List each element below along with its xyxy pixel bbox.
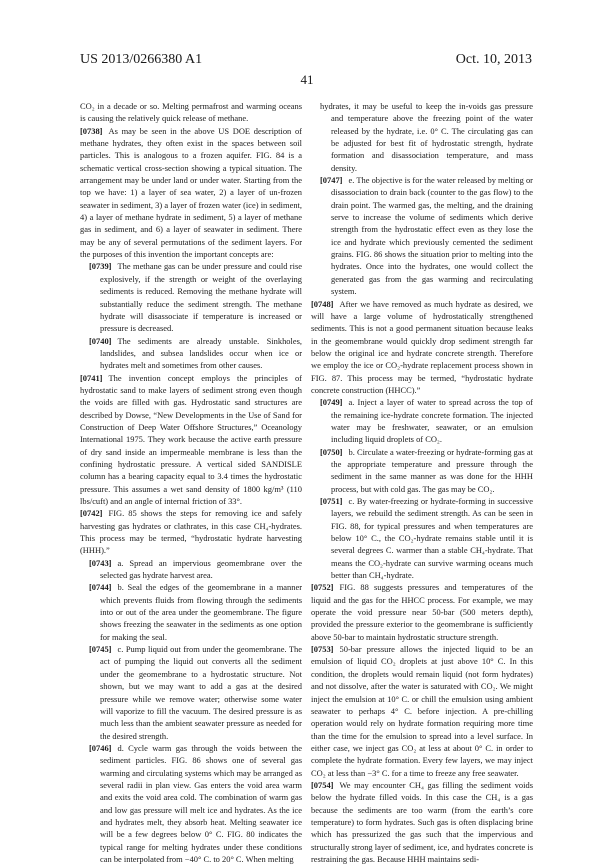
paragraph-text: e. The objective is for the water released by melting or disassociation to drain back (counter to the gas flow) to the drain point. The warmed gas, the melting, and the draining serve to increase the volume of sediments which derive strength from the hydrostatic effect even as they lose the ice and hydrate which previously cemented the sediment grains. FIG. 86 shows the situation prior to melting into the hydrates. Once into the hydrates, one would collect the generated gas from the gas warming and recirculating system.: [331, 175, 533, 297]
paragraph-number: [0747]: [320, 175, 343, 186]
paragraph-text: a. Spread an impervious geomembrane over the selected gas hydrate harvest area.: [100, 557, 302, 581]
paragraph: [311, 100, 533, 174]
publication-date: Oct. 10, 2013: [455, 52, 532, 67]
paragraph: [80, 125, 302, 261]
paragraph-number: [0749]: [320, 397, 343, 408]
paragraph: [311, 174, 533, 297]
paragraph: [311, 495, 533, 581]
paragraph: [80, 557, 302, 582]
paragraph-text: The sediments are already unstable. Sinkholes, landslides, and subsea landslides occur when ice or hydrates melt and sometimes from other causes.: [100, 335, 302, 371]
paragraph-text: CO₂ in a decade or so. Melting permafrost and warming oceans is causing the relatively quick release of methane.: [80, 101, 302, 124]
paragraph: [80, 742, 302, 865]
paragraph-number: [0748]: [311, 298, 334, 309]
paragraph-number: [0739]: [89, 261, 112, 272]
paragraph: [80, 643, 302, 742]
paragraph-text: hydrates, it may be useful to keep the in-voids gas pressure and temperature above the freezing point of the water released by the hydrate, i.e. 0° C. The circulating gas can be adjusted for best fit of hydrostatic strength, hydrate formation and disassociation temperature, and mass density.: [320, 101, 533, 173]
paragraph-text: 50-bar pressure allows the injected liquid to be an emulsion of liquid CO₂ droplets at just above 10° C. In this condition, the droplets would remain liquid (not form hydrates) and not dissolve, after the water is saturated with CO₂. We might inject the emulsion at 10° C. or chill the emulsion using ambient seawater to perhaps 4° C. before injection. A pre-chilling operation would rely on hydrate formation requiring more time than the time for the emulsion to spread into a level surface. In either case, we inject gas CO₂ at less at about 0° C. in order to complete the hydrate formation. Every few layers, we may inject CO₂ at less than −3° C. for a time to freeze any free seawater.: [311, 644, 533, 778]
paragraph: [80, 372, 302, 508]
paragraph-text: FIG. 85 shows the steps for removing ice and safely harvesting gas hydrates or clathrates, in this case CH₄-hydrates. This process may be termed, “hydrostatic hydrate harvesting (HHH).”: [80, 508, 302, 556]
paragraph-text: After we have removed as much hydrate as desired, we will have a large volume of hydrostatically strengthened sediments. This is not a good permanent situation because leaks in the geomembrane would quickly drop sediment strength far below the original ice and hydrate concrete strength. Therefore we employ the ice or CO₂-hydrate replacement process shown in FIG. 87. This process may be termed, “hydrostatic hydrate concrete construction (HHCC).”: [311, 298, 533, 395]
paragraph-number: [0752]: [311, 582, 334, 593]
paragraph-number: [0741]: [80, 372, 103, 383]
paragraph: [311, 446, 533, 495]
paragraph-number: [0751]: [320, 496, 343, 506]
paragraph-number: [0742]: [80, 508, 103, 519]
paragraph-text: b. Seal the edges of the geomembrane in a manner which prevents fluids from flowing through the sediments into or out of the area under the geomembrane. The figure shows freezing the seawater in the sediments as one option for making the seal.: [100, 582, 302, 642]
paragraph-text: The methane gas can be under pressure and could rise explosively, if the strength or weight of the overlaying sediments is reduced. Removing the methane hydrate will substantially reduce the sediment strength. The methane hydrate will disassociate if temperature is increased or pressure is decreased.: [100, 261, 302, 334]
paragraph-number: [0745]: [89, 644, 112, 655]
paragraph-number: [0753]: [311, 644, 334, 655]
paragraph-number: [0740]: [89, 335, 112, 346]
paragraph: [311, 581, 533, 643]
paragraph-number: [0743]: [89, 557, 112, 568]
paragraph: [80, 100, 302, 125]
paragraph: [311, 643, 533, 779]
paragraph-number: [0746]: [89, 742, 112, 753]
paragraph-text: d. Cycle warm gas through the voids between the sediment particles. FIG. 86 shows one of several gas warming and circulating systems which may be arranged as several radii in plan view. Gas enters the void area warm and exits the void area cold. The combination of warm gas and low gas pressure will melt ice and hydrates. As the ice and hydrates melt, they absorb heat. Melting seawater ice will be a few degrees below 0° C. FIG. 80 indicates the typical range for melting hydrates under these conditions can be interpolated from −40° C. to 20° C. When melting: [100, 742, 302, 864]
publication-number: US 2013/0266380 A1: [80, 52, 203, 67]
paragraph-text: The invention concept employs the principles of hydrostatic sand to make layers of sediment strong even though the voids are filled with gas. Hydrostatic sand structures are described by Dowse, “New Developments in the Use of Sand for Construction of Deep Water Offshore Structures,” Oceanology International 1975. They work because the active earth pressure of dry sand inside an impermeable membrane is less than the confining hydrostatic pressure. A vertical sided SANDISLE column has a bearing capacity equal to 3.4 times the hydrostatic pressure. This assumes a wet sand density of 1800 kg/m³ (110 lbs/cuft) and an angle of internal friction of 33°.: [80, 372, 302, 506]
paragraph-text: We may encounter CH₄ gas filling the sediment voids below the hydrate filled voids. In this case the CH₄ is a gas because the sediments are too warm (from the earth’s core temperature) to form hydrates. Such gas is often displacing brine which has pressurized the gas such that the impervious and structurally strong layer of sediment, ice, and hydrates concrete is restraining the gas. Because HHH maintains sedi-: [311, 779, 533, 864]
left-text-column: [80, 100, 302, 865]
paragraph-text: b. Circulate a water-freezing or hydrate-forming gas at the appropriate temperature and pressure through the sediment in the same manner as was done for the HHH process, but with cold gas. The gas may be CO₂.: [331, 446, 533, 494]
page-number: 41: [300, 72, 314, 87]
paragraph-number: [0744]: [89, 582, 112, 593]
paragraph-text: c. Pump liquid out from under the geomembrane. The act of pumping the liquid out converts all the sediment under the geomembrane to a hydrostatic structure. Not shown, but we may want to add a gas at the desired pressure while we remove water; otherwise some water will vaporize to fill the vacuum. The desired pressure is as much less than the ambient seawater pressure as needed for the desired strength.: [100, 644, 302, 741]
paragraph-number: [0754]: [311, 779, 334, 790]
paragraph-text: FIG. 88 suggests pressures and temperatures of the liquid and the gas for the HHCC process. For example, we may operate the void pressure near 50-bar (500 meters depth), provided the pressure exterior to the geomembrane is sufficiently above 50-bar to maintain hydrostatic structure strength.: [311, 582, 533, 642]
paragraph: [311, 396, 533, 445]
paragraph-text: c. By water-freezing or hydrate-forming in successive layers, we rebuild the sediment strength. As can be seen in FIG. 88, for typical pressures and when temperatures are below 10° C., the CO₂-hydrate remains stable until it is several degrees C. warmer than a stable CH₄-hydrate. That means the CO₂-hydrate can survive warming oceans much better than CH₄-hydrate.: [331, 496, 533, 581]
paragraph-text: As may be seen in the above US DOE description of methane hydrates, they often exist in the spaces between soil particles. This is analogous to a frozen aquifer. FIG. 84 is a schematic vertical cross-section showing a typical situation. The arrangement may be under land or under water. Starting from the top we have: 1) a layer of sea water, 2) a layer of un-frozen seawater in sediment, 3) a layer of frozen water (ice) in sediment, 4) a layer of methane hydrate in sediment, 5) a layer of methane gas in sediment, and 6) a layer of seawater in sediment. There may be any of several permutations of the sediment layers. For the purposes of this invention the important concepts are:: [80, 125, 302, 260]
right-text-column: [311, 100, 533, 865]
paragraph-number: [0738]: [80, 125, 103, 136]
paragraph-number: [0750]: [320, 446, 343, 457]
paragraph: [80, 581, 302, 643]
paragraph-text: a. Inject a layer of water to spread across the top of the remaining ice-hydrate concrete formation. The injected water may be freshwater, seawater, or an emulsion including liquid droplets of CO₂.: [331, 397, 533, 445]
paragraph: [80, 335, 302, 372]
paragraph: [311, 298, 533, 397]
paragraph: [80, 260, 302, 334]
paragraph: [80, 507, 302, 556]
